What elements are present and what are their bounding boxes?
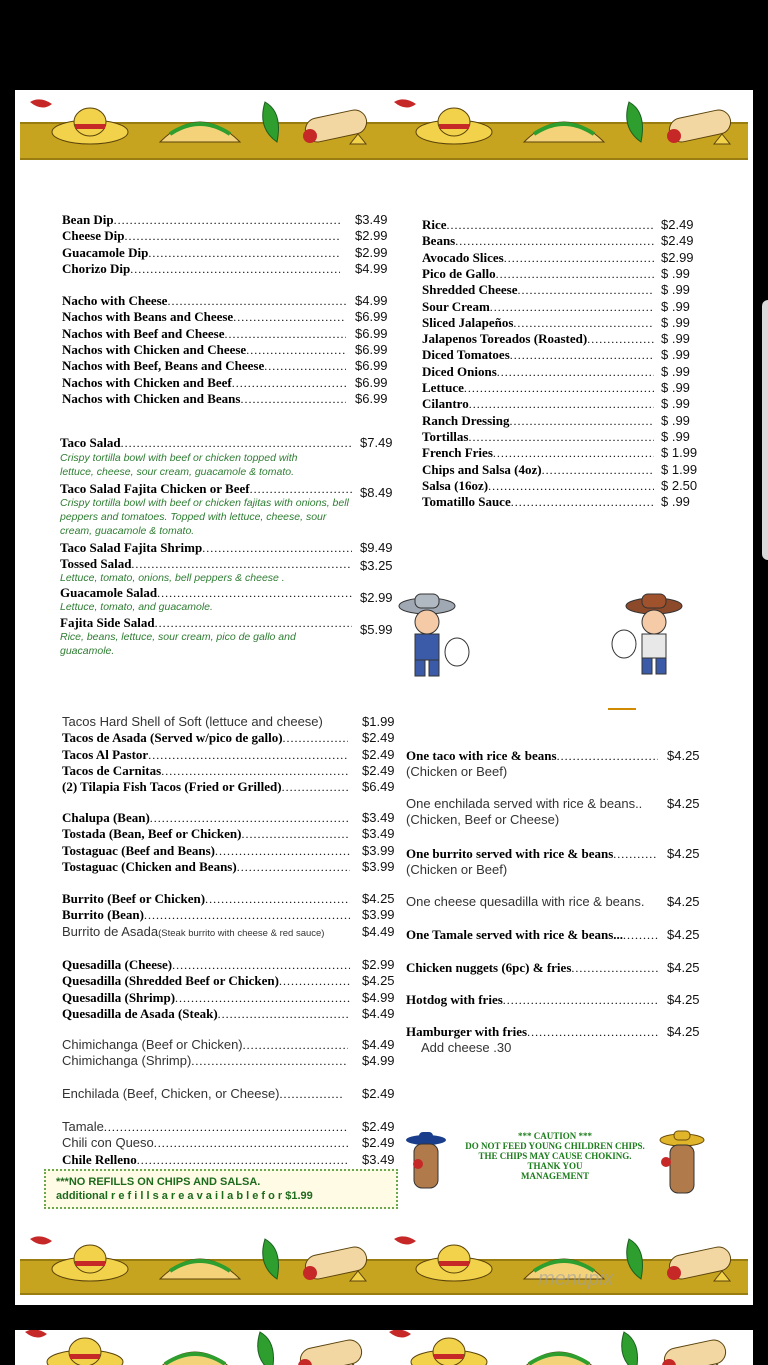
dot-leader <box>279 973 350 989</box>
dot-leader <box>144 907 350 923</box>
item-description: Lettuce, tomato, onions, bell peppers & cheese . <box>60 572 285 584</box>
menu-item <box>62 843 350 859</box>
dot-leader <box>121 435 352 451</box>
dot-leader <box>104 1119 348 1135</box>
item-name: Tomatillo Sauce <box>422 494 511 510</box>
menu-item <box>60 435 352 451</box>
dot-leader <box>613 846 658 862</box>
item-price: $6.99 <box>355 309 388 325</box>
menu-item <box>62 763 348 779</box>
dot-leader <box>240 391 346 407</box>
divider <box>608 708 636 710</box>
dot-leader <box>490 299 654 315</box>
item-price: $2.49 <box>362 1119 395 1134</box>
item-name: Jalapenos Toreados (Roasted) <box>422 331 588 347</box>
dot-leader <box>542 462 654 478</box>
item-name: Fajita Side Salad <box>60 615 155 630</box>
dot-leader <box>513 315 654 331</box>
refill-notice: ***NO REFILLS ON CHIPS AND SALSA. additional r e f i l l s a r e a v a i l a b l e f o r $1.99 <box>44 1169 398 1209</box>
menu-item <box>422 250 654 266</box>
menu-item <box>62 391 346 407</box>
menu-item <box>62 212 340 228</box>
dot-leader <box>131 556 352 572</box>
menu-item <box>60 481 352 497</box>
item-price: $6.99 <box>355 374 388 390</box>
item-name: Tossed Salad <box>60 556 132 571</box>
menu-item <box>422 445 654 461</box>
item-name: Rice <box>422 217 447 232</box>
item-price: $4.49 <box>362 923 395 939</box>
dot-leader <box>148 245 340 261</box>
item-name: Avocado Slices <box>422 249 504 265</box>
dot-leader <box>148 747 348 763</box>
item-description: Crispy tortilla bowl with beef or chicken topped with lettuce, cheese, sour cream, guacamole & tomato. <box>60 452 298 478</box>
item-name: Burrito (Bean) <box>62 907 144 923</box>
item-price: $4.99 <box>362 1053 395 1069</box>
menu-item <box>62 342 346 358</box>
item-price: $9.49 <box>360 540 393 555</box>
item-price: $6.49 <box>362 779 395 795</box>
menu-item <box>60 615 352 631</box>
dot-leader <box>246 342 346 358</box>
item-price: $ 1.99 <box>661 461 698 477</box>
dot-leader <box>488 478 654 494</box>
dot-leader <box>233 309 346 325</box>
item-price: $ .99 <box>661 298 690 314</box>
menu-item <box>62 293 346 309</box>
item-name: One cheese quesadilla with rice & beans. <box>406 894 645 909</box>
menu-item <box>60 556 352 572</box>
dot-leader <box>137 1152 348 1168</box>
menu-item <box>422 315 654 331</box>
item-price: $4.25 <box>667 927 700 942</box>
item-price: $3.49 <box>362 810 395 825</box>
item-description: Crispy tortilla bowl with beef or chicken fajitas with onions, bell peppers and tomatoes. Topped with lettuce, cheese, sour cream, guacamole & tomato. <box>60 497 349 537</box>
dot-leader <box>447 217 654 233</box>
menu-item <box>62 1152 348 1168</box>
item-subtext: (Chicken or Beef) <box>406 764 508 779</box>
item-price: $3.25 <box>360 558 393 573</box>
menu-item <box>62 990 350 1006</box>
dot-leader <box>172 957 350 973</box>
menu-item <box>62 228 340 244</box>
item-name: Tostaguac (Chicken and Beans) <box>62 858 237 874</box>
dot-leader <box>155 615 352 631</box>
item-name: Burrito (Beef or Chicken) <box>62 891 206 906</box>
next-page-border-strip <box>15 1330 753 1365</box>
item-price: $4.25 <box>667 748 700 763</box>
item-price: $2.99 <box>661 249 694 265</box>
item-name: Tamale <box>62 1119 104 1134</box>
menu-item <box>406 992 658 1008</box>
item-price: $6.99 <box>355 325 388 341</box>
item-price: $4.25 <box>667 960 700 975</box>
item-price: $2.49 <box>362 746 395 762</box>
item-note: (Steak burrito with cheese & red sauce) <box>158 927 325 939</box>
dot-leader <box>510 347 654 363</box>
item-name: Taco Salad <box>60 435 121 450</box>
item-name: Tacos de Asada (Served w/pico de gallo) <box>62 730 283 746</box>
menu-item <box>406 894 658 910</box>
item-price: $4.99 <box>355 293 388 308</box>
item-price: $4.49 <box>362 1037 395 1052</box>
item-name: Beans <box>422 233 456 249</box>
item-name: Shredded Cheese <box>422 282 518 298</box>
item-price: $ .99 <box>661 347 690 363</box>
menu-item <box>62 261 340 277</box>
item-price: $6.99 <box>355 390 388 406</box>
item-price: $ .99 <box>661 314 690 330</box>
dot-leader <box>154 1135 348 1151</box>
menu-item <box>422 331 654 347</box>
item-price: $2.99 <box>355 228 388 244</box>
item-name: Chicken nuggets (6pc) & fries <box>406 960 572 975</box>
menu-item <box>62 1086 342 1102</box>
menu-item <box>406 1024 658 1040</box>
item-name: Nachos with Chicken and Beef <box>62 374 232 390</box>
item-name: Nachos with Beef, Beans and Cheese <box>62 358 265 374</box>
item-price: $ .99 <box>661 412 690 428</box>
item-name: Chorizo Dip <box>62 260 131 276</box>
menu-item <box>62 891 350 907</box>
menu-item <box>62 309 346 325</box>
dot-leader <box>587 331 654 347</box>
dot-leader <box>497 364 654 380</box>
dot-leader <box>493 445 654 461</box>
item-name: Cheese Dip <box>62 228 125 244</box>
dot-leader <box>455 233 654 249</box>
item-description: Rice, beans, lettuce, sour cream, pico de gallo and guacamole. <box>60 631 296 657</box>
dot-leader <box>504 250 654 266</box>
dot-leader <box>237 859 350 875</box>
dot-leader <box>157 585 352 601</box>
watermark: menupix <box>538 1268 614 1290</box>
item-price: $4.25 <box>667 992 700 1007</box>
item-name: Chile Relleno <box>62 1151 137 1167</box>
menu-item <box>422 282 654 298</box>
item-price: $ .99 <box>661 363 690 379</box>
item-subtext: (Chicken, Beef or Cheese) <box>406 812 560 827</box>
item-price: $ .99 <box>661 396 690 412</box>
menu-item <box>62 730 348 746</box>
menu-item <box>62 1119 348 1135</box>
item-name: Hamburger with fries <box>406 1024 528 1039</box>
item-price: $4.49 <box>362 1005 395 1021</box>
item-name: Chalupa (Bean) <box>62 810 150 825</box>
item-price: $3.49 <box>362 826 395 842</box>
item-price: $2.49 <box>362 762 395 778</box>
dot-leader <box>243 1037 348 1053</box>
menu-item <box>422 299 654 315</box>
item-price: $3.99 <box>362 842 395 858</box>
dot-leader <box>225 326 347 342</box>
item-price: $4.25 <box>362 891 395 906</box>
item-price: $ .99 <box>661 380 690 395</box>
menu-item <box>62 810 350 826</box>
dot-leader <box>175 990 350 1006</box>
item-price: $2.99 <box>362 957 395 972</box>
dot-leader <box>130 261 340 277</box>
item-name: French Fries <box>422 445 493 461</box>
item-price: $2.49 <box>661 233 694 249</box>
dot-leader <box>124 228 340 244</box>
item-price: $4.25 <box>667 894 700 909</box>
item-price: $2.49 <box>661 217 694 232</box>
item-name: Enchilada (Beef, Chicken, or Cheese) <box>62 1086 280 1101</box>
item-name: Chips and Salsa (4oz) <box>422 461 542 477</box>
dot-leader <box>557 748 658 764</box>
dot-leader <box>191 1053 348 1069</box>
item-name: Nachos with Beef and Cheese <box>62 325 225 341</box>
item-name: Nachos with Chicken and Beans <box>62 390 241 406</box>
border-art <box>20 92 748 162</box>
menu-item <box>62 924 350 942</box>
item-name: One taco with rice & beans <box>406 748 557 763</box>
item-price: $5.99 <box>360 622 393 637</box>
dot-leader <box>517 282 654 298</box>
item-price: $4.25 <box>667 796 700 811</box>
item-price: $ 1.99 <box>661 445 698 461</box>
dot-leader <box>280 1086 342 1102</box>
menu-item <box>62 245 340 261</box>
dot-leader <box>510 413 654 429</box>
scroll-handle[interactable] <box>762 300 768 560</box>
menu-item <box>422 266 654 282</box>
menu-item <box>422 233 654 249</box>
menu-item <box>422 217 654 233</box>
menu-item <box>62 907 350 923</box>
menu-item <box>422 494 654 510</box>
sombrero-figure-left <box>404 1128 450 1192</box>
menu-item <box>422 396 654 412</box>
item-price: $4.99 <box>362 989 395 1005</box>
sombrero-figure-right <box>658 1128 708 1198</box>
item-name: Tacos de Carnitas <box>62 762 162 778</box>
dot-leader <box>571 960 658 976</box>
item-name: One enchilada served with rice & beans.. <box>406 796 643 811</box>
menu-item <box>60 585 352 601</box>
item-name: Tostada (Bean, Beef or Chicken) <box>62 826 242 842</box>
item-name: Diced Onions <box>422 363 497 379</box>
dot-leader <box>527 1024 658 1040</box>
item-name: Guacamole Salad <box>60 585 158 600</box>
menu-item <box>422 347 654 363</box>
dot-leader <box>468 429 654 445</box>
menu-item <box>62 1053 348 1069</box>
dot-leader <box>623 927 658 943</box>
border-art <box>20 1227 748 1297</box>
dot-leader <box>161 763 348 779</box>
item-name: Sour Cream <box>422 298 490 314</box>
dot-leader <box>503 992 658 1008</box>
item-price: $3.99 <box>362 858 395 874</box>
menu-item <box>406 748 658 764</box>
item-name: Chimichanga (Beef or Chicken) <box>62 1037 243 1052</box>
item-price: $2.99 <box>360 590 393 605</box>
item-price: $ .99 <box>661 494 690 510</box>
dot-leader <box>150 810 350 826</box>
item-name: Quesadilla de Asada (Steak) <box>62 1005 218 1021</box>
item-name: Nacho with Cheese <box>62 293 168 308</box>
item-price: $ .99 <box>661 331 690 347</box>
menu-item <box>422 380 654 396</box>
item-name: Salsa (16oz) <box>422 477 489 493</box>
item-name: Tostaguac (Beef and Beans) <box>62 842 216 858</box>
item-price: $3.49 <box>355 212 388 227</box>
top-decorative-border <box>20 92 748 162</box>
item-name: Nachos with Beans and Cheese <box>62 309 234 325</box>
item-subtext: Add cheese .30 <box>421 1040 512 1055</box>
item-name: Guacamole Dip <box>62 244 149 260</box>
dot-leader <box>464 380 654 396</box>
item-name: One burrito served with rice & beans <box>406 846 614 861</box>
item-price: $2.99 <box>355 244 388 260</box>
item-name: Quesadilla (Cheese) <box>62 957 173 972</box>
item-price: $4.25 <box>667 846 700 861</box>
item-description: Lettuce, tomato, and guacamole. <box>60 601 213 613</box>
item-name: (2) Tilapia Fish Tacos (Fried or Grilled) <box>62 779 282 795</box>
dot-leader <box>283 730 348 746</box>
item-name: Chimichanga (Shrimp) <box>62 1053 192 1069</box>
menu-item <box>422 478 654 494</box>
menu-item <box>62 973 350 989</box>
item-name: Taco Salad Fajita Shrimp <box>60 540 203 555</box>
menu-item <box>62 779 348 795</box>
caution-notice: *** CAUTION *** DO NOT FEED YOUNG CHILDREN CHIPS. THE CHIPS MAY CAUSE CHOKING. THANK YOU MANAGEMENT <box>465 1131 645 1181</box>
item-name: Tacos Al Pastor <box>62 746 149 762</box>
item-price: $1.99 <box>362 714 395 729</box>
dot-leader <box>114 212 340 228</box>
dot-leader <box>250 481 352 497</box>
menu-item <box>422 462 654 478</box>
item-price: $4.25 <box>362 973 395 989</box>
item-price: $3.99 <box>362 907 395 923</box>
dot-leader <box>264 358 346 374</box>
menu-item <box>62 1037 348 1053</box>
dot-leader <box>511 494 654 510</box>
item-name: Nachos with Chicken and Cheese <box>62 341 247 357</box>
item-name: Sliced Jalapeños <box>422 314 514 330</box>
item-price: $3.49 <box>362 1151 395 1167</box>
item-price: $7.49 <box>360 435 393 450</box>
item-name: Ranch Dressing <box>422 412 510 428</box>
menu-item <box>62 747 348 763</box>
item-price: $ .99 <box>661 428 690 444</box>
item-name: Pico de Gallo <box>422 265 496 281</box>
item-price: $ .99 <box>661 265 690 281</box>
item-name: Cilantro <box>422 396 469 412</box>
menu-item <box>406 796 658 812</box>
menu-item <box>62 358 346 374</box>
item-price: $2.49 <box>362 730 395 746</box>
menu-item <box>62 714 348 730</box>
item-name: One Tamale served with rice & beans... <box>406 927 624 942</box>
item-name: Lettuce <box>422 380 464 395</box>
item-price: $8.49 <box>360 485 393 500</box>
menu-item <box>422 413 654 429</box>
dot-leader <box>241 826 350 842</box>
dot-leader <box>232 375 346 391</box>
dot-leader <box>282 779 348 795</box>
item-subtext: (Chicken or Beef) <box>406 862 508 877</box>
item-name: Bean Dip <box>62 212 114 227</box>
cowgirl-illustration <box>608 592 688 682</box>
dot-leader <box>469 396 654 412</box>
dot-leader <box>167 293 346 309</box>
item-price: $ 2.50 <box>661 477 698 493</box>
menu-item <box>62 326 346 342</box>
menu-item <box>406 927 658 943</box>
item-price: $ .99 <box>661 282 690 298</box>
menu-item <box>62 1006 350 1022</box>
item-name: Taco Salad Fajita Chicken or Beef <box>60 481 250 496</box>
menu-item <box>62 375 346 391</box>
menu-item <box>406 846 658 862</box>
item-name: Burrito de Asada <box>62 923 159 939</box>
item-price: $4.99 <box>355 260 388 276</box>
item-name: Diced Tomatoes <box>422 347 510 363</box>
cowboy-illustration <box>395 592 475 682</box>
item-name: Tacos Hard Shell of Soft (lettuce and cheese) <box>62 714 323 729</box>
dot-leader <box>218 1006 350 1022</box>
item-price: $6.99 <box>355 358 388 374</box>
menu-item <box>422 429 654 445</box>
menu-item <box>60 540 352 556</box>
menu-item <box>62 957 350 973</box>
item-name: Quesadilla (Shrimp) <box>62 989 176 1005</box>
dot-leader <box>205 891 350 907</box>
menu-item <box>62 1135 348 1151</box>
menu-item <box>62 859 350 875</box>
item-price: $2.49 <box>362 1135 395 1151</box>
item-name: Chili con Queso <box>62 1135 154 1151</box>
menu-item <box>406 960 658 976</box>
item-name: Hotdog with fries <box>406 992 503 1007</box>
item-price: $6.99 <box>355 341 388 357</box>
dot-leader <box>202 540 352 556</box>
item-name: Tortillas <box>422 428 469 444</box>
item-price: $2.49 <box>362 1086 395 1101</box>
menu-item <box>62 826 350 842</box>
item-name: Quesadilla (Shredded Beef or Chicken) <box>62 973 279 989</box>
dot-leader <box>496 266 654 282</box>
item-price: $4.25 <box>667 1024 700 1039</box>
dot-leader <box>215 843 350 859</box>
bottom-decorative-border <box>20 1227 748 1297</box>
menu-item <box>422 364 654 380</box>
